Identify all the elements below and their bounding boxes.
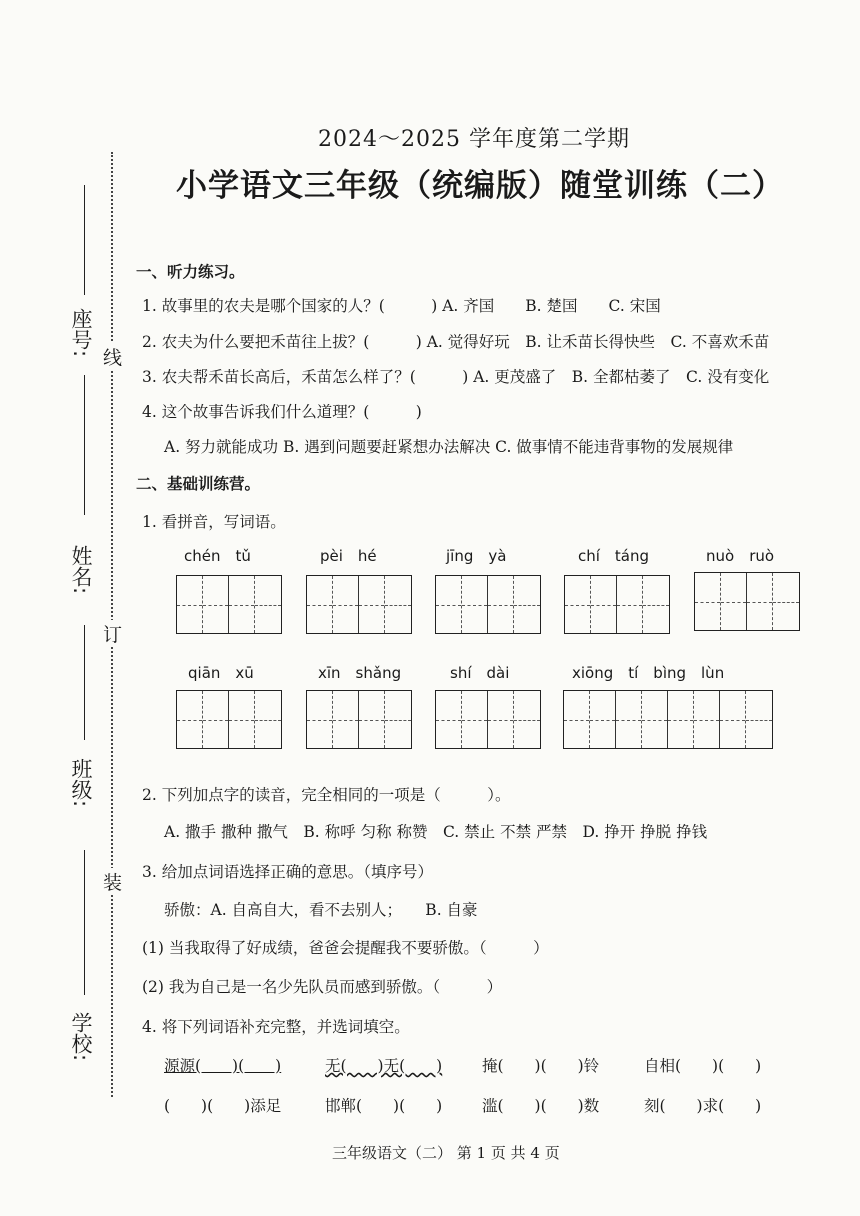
pinyin-label: jīng yà [446, 547, 507, 565]
idiom-question: 4. 将下列词语补充完整，并选词填空。 [142, 1018, 410, 1036]
writing-grid[interactable] [435, 575, 541, 634]
seat-line [84, 185, 85, 295]
pinyin-label: shí dài [450, 664, 510, 682]
binding-mark-zhuang: 装 [103, 868, 122, 895]
page-footer: 三年级语文（二） 第 1 页 共 4 页 [332, 1144, 560, 1162]
idiom-blank[interactable]: ( )( )添足 [164, 1097, 282, 1115]
writing-grid[interactable] [694, 572, 800, 631]
writing-grid[interactable] [435, 690, 541, 749]
listening-question-4: 4. 这个故事告诉我们什么道理？( ) [142, 403, 422, 421]
meaning-sentence-1: (1) 当我取得了好成绩，爸爸会提醒我不要骄傲。（ ） [142, 939, 549, 957]
binding-mark-ding: 订 [103, 620, 122, 647]
idiom-blank[interactable]: 无( )无( ) [325, 1057, 443, 1075]
pinyin-question-label: 1. 看拼音，写词语。 [142, 513, 286, 531]
idiom-blank[interactable]: 自相( )( ) [644, 1057, 762, 1075]
idiom-blank[interactable]: 刻( )求( ) [644, 1097, 762, 1115]
meaning-definitions: 骄傲：A. 自高自大，看不去别人； B. 自豪 [164, 901, 478, 919]
name-line [84, 625, 85, 740]
listening-question-3: 3. 农夫帮禾苗长高后，禾苗怎么样了？( ) A. 更茂盛了 B. 全都枯萎了 C. 没有变化 [142, 368, 770, 386]
page-title: 小学语文三年级（统编版）随堂训练（二） [176, 168, 784, 204]
seat-line-lower [84, 375, 85, 515]
school-label: 学校: [69, 1012, 93, 1062]
writing-grid-long[interactable] [563, 690, 773, 749]
writing-grid[interactable] [564, 575, 670, 634]
binding-mark-line: 线 [103, 343, 122, 370]
idiom-blank[interactable]: 邯郸( )( ) [325, 1097, 443, 1115]
pinyin-label: xiōng tí bìng lùn [572, 664, 725, 682]
idiom-blank[interactable]: 掩( )( )铃 [482, 1057, 600, 1075]
listening-question-4-options: A. 努力就能成功 B. 遇到问题要赶紧想办法解决 C. 做事情不能违背事物的发展规律 [164, 438, 734, 456]
pinyin-label: pèi hé [320, 547, 377, 565]
section1-title: 一、听力练习。 [136, 263, 245, 281]
name-label: 姓名: [69, 545, 93, 595]
listening-question-2: 2. 农夫为什么要把禾苗往上拔？( ) A. 觉得好玩 B. 让禾苗长得快些 C. 不喜欢禾苗 [142, 333, 770, 351]
pinyin-label: xīn shǎng [318, 664, 402, 682]
writing-grid[interactable] [176, 690, 282, 749]
class-line [84, 850, 85, 995]
idiom-blank[interactable]: 源源( )( ) [164, 1057, 282, 1075]
idiom-blank[interactable]: 滥( )( )数 [482, 1097, 600, 1115]
pinyin-label: chén tǔ [184, 547, 251, 565]
seat-label: 座号: [69, 308, 93, 358]
listening-question-1: 1. 故事里的农夫是哪个国家的人？( ) A. 齐国 B. 楚国 C. 宋国 [142, 297, 661, 315]
section2-title: 二、基础训练营。 [136, 475, 261, 493]
pronunciation-question: 2. 下列加点字的读音，完全相同的一项是（ ）。 [142, 786, 511, 804]
pinyin-label: qiān xū [188, 664, 254, 682]
meaning-sentence-2: (2) 我为自己是一名少先队员而感到骄傲。（ ） [142, 978, 503, 996]
pronunciation-options: A. 撒手 撒种 撒气 B. 称呼 匀称 称赞 C. 禁止 不禁 严禁 D. 挣开 挣脱 挣钱 [164, 823, 708, 841]
writing-grid[interactable] [176, 575, 282, 634]
pinyin-label: nuò ruò [706, 547, 775, 565]
year-title: 2024～2025 学年度第二学期 [318, 127, 630, 152]
pinyin-label: chí táng [578, 547, 650, 565]
writing-grid[interactable] [306, 690, 412, 749]
class-label: 班级: [69, 758, 93, 808]
writing-grid[interactable] [306, 575, 412, 634]
meaning-question: 3. 给加点词语选择正确的意思。（填序号） [142, 863, 433, 881]
